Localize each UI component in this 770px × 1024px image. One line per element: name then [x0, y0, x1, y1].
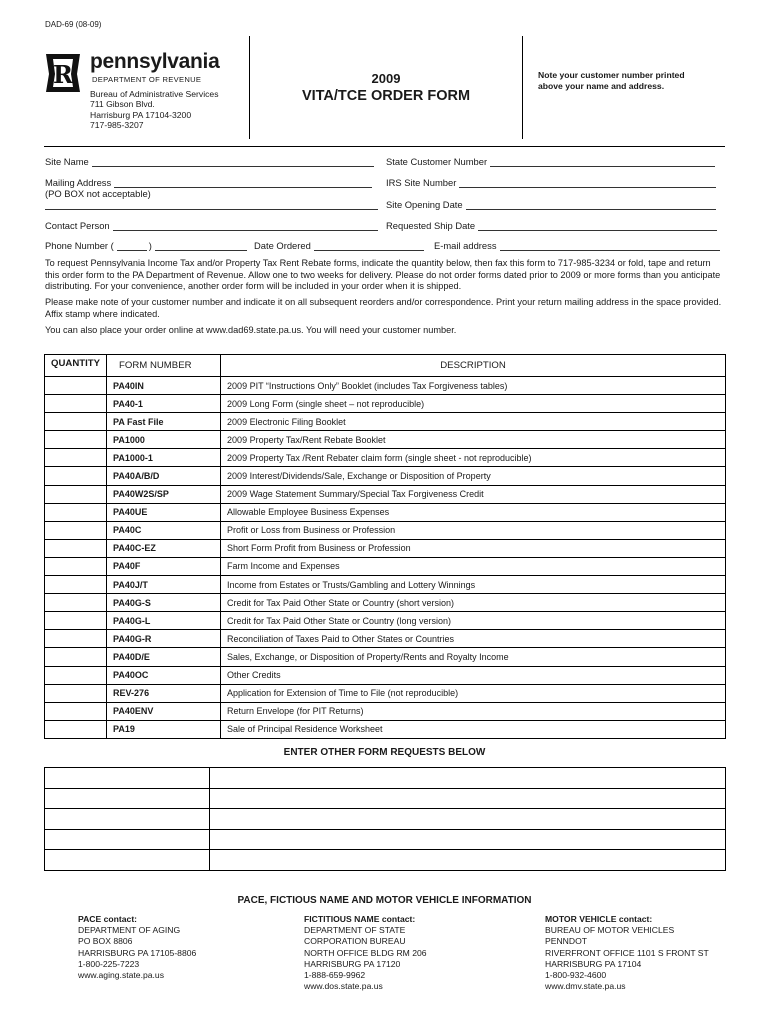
phone-paren: ): [148, 240, 152, 251]
pace-contact: [78, 914, 196, 981]
form-number-cell: PA40-1: [107, 395, 221, 413]
site-opening-date-field[interactable]: [386, 199, 716, 210]
phone-number-input[interactable]: [155, 242, 247, 251]
table-row: [45, 720, 726, 738]
description-cell: Application for Extension of Time to File (not reproducible): [221, 684, 726, 702]
description-cell: Sale of Principal Residence Worksheet: [221, 720, 726, 738]
quantity-cell[interactable]: [45, 768, 210, 789]
description-cell: 2009 PIT “Instructions Only” Booklet (includes Tax Forgiveness tables): [221, 377, 726, 395]
description-cell: Reconciliation of Taxes Paid to Other States or Countries: [221, 630, 726, 648]
form-number-header: FORM NUMBER: [107, 355, 221, 377]
form-request-cell[interactable]: [210, 788, 726, 809]
contact-line: DEPARTMENT OF STATE: [304, 925, 406, 936]
state-customer-number-label: State Customer Number: [386, 156, 488, 167]
area-code-input[interactable]: [117, 242, 147, 251]
requested-ship-date-input[interactable]: [478, 222, 717, 231]
address-line: 711 Gibson Blvd.: [90, 99, 155, 110]
contact-line: CORPORATION BUREAU: [304, 936, 406, 947]
instructions-paragraph: You can also place your order online at www.dad69.state.pa.us. You will need your customer number.: [45, 325, 457, 335]
quantity-header: QUANTITY: [45, 355, 107, 377]
table-row: [45, 431, 726, 449]
description-cell: Return Envelope (for PIT Returns): [221, 702, 726, 720]
table-row: [45, 467, 726, 485]
site-name-input[interactable]: [92, 158, 374, 167]
requested-ship-date-field[interactable]: [386, 220, 717, 231]
contact-line: 1-800-225-7223: [78, 958, 140, 969]
site-opening-date-label: Site Opening Date: [386, 199, 463, 210]
contact-line: NORTH OFFICE BLDG RM 206: [304, 947, 427, 958]
table-row: [45, 666, 726, 684]
table-header-row: [45, 355, 726, 377]
quantity-cell[interactable]: [45, 557, 107, 575]
table-row: [45, 576, 726, 594]
instructions-paragraph: To request Pennsylvania Income Tax and/or Property Tax Rent Rebate forms, indicate the quantity below, then fax this form to 717-985-3234 or fold, tape and return this order form to the PA Department of Revenue. Allow one to two weeks for delivery. Please do not order forms dated prior to 2009 or more forms than you anticipate distributing. For your convenience, another order form will be included in your order when it is shipped.: [45, 258, 721, 292]
site-opening-date-input[interactable]: [466, 201, 716, 210]
customer-number-note: Note your customer number printed above your name and address.: [538, 70, 685, 91]
contact-person-field[interactable]: [45, 220, 378, 231]
contact-heading: MOTOR VEHICLE contact:: [545, 914, 653, 924]
table-row: [45, 413, 726, 431]
form-number-cell: PA40G-L: [107, 612, 221, 630]
quantity-cell[interactable]: [45, 684, 107, 702]
description-cell: 2009 Interest/Dividends/Sale, Exchange or Disposition of Property: [221, 467, 726, 485]
form-number-cell: PA40UE: [107, 503, 221, 521]
form-number-cell: PA40F: [107, 557, 221, 575]
quantity-cell[interactable]: [45, 788, 210, 809]
table-row: [45, 829, 726, 850]
description-cell: Short Form Profit from Business or Profession: [221, 539, 726, 557]
description-cell: Profit or Loss from Business or Profession: [221, 521, 726, 539]
description-cell: Sales, Exchange, or Disposition of Property/Rents and Royalty Income: [221, 648, 726, 666]
form-request-cell[interactable]: [210, 829, 726, 850]
contact-link[interactable]: www.aging.state.pa.us: [78, 970, 164, 981]
contact-line: PO BOX 8806: [78, 936, 133, 947]
email-field[interactable]: [434, 240, 720, 251]
form-number-cell: PA40J/T: [107, 576, 221, 594]
site-name-label: Site Name: [45, 156, 89, 167]
site-name-field[interactable]: [45, 156, 374, 167]
description-cell: 2009 Electronic Filing Booklet: [221, 413, 726, 431]
form-year: 2009: [371, 71, 401, 86]
contact-heading: FICTITIOUS NAME contact:: [304, 914, 416, 924]
table-row: [45, 377, 726, 395]
contact-line: PENNDOT: [545, 936, 588, 947]
contact-person-label: Contact Person: [45, 220, 110, 231]
description-cell: Allowable Employee Business Expenses: [221, 503, 726, 521]
irs-site-number-field[interactable]: [386, 177, 716, 188]
quantity-cell[interactable]: [45, 630, 107, 648]
quantity-cell[interactable]: [45, 431, 107, 449]
quantity-cell[interactable]: [45, 829, 210, 850]
mailing-address-input[interactable]: [114, 179, 372, 188]
table-row: [45, 557, 726, 575]
form-title: VITA/TCE ORDER FORM: [301, 88, 471, 104]
email-label: E-mail address: [434, 240, 497, 251]
form-number-cell: PA40C-EZ: [107, 539, 221, 557]
form-request-cell[interactable]: [210, 768, 726, 789]
quantity-cell[interactable]: [45, 485, 107, 503]
form-code: DAD-69 (08-09): [45, 20, 102, 29]
contact-line: DEPARTMENT OF AGING: [78, 925, 181, 936]
address-line: Bureau of Administrative Services: [90, 89, 219, 99]
form-number-cell: REV-276: [107, 684, 221, 702]
phone-number-field[interactable]: [45, 240, 247, 251]
form-number-cell: PA40D/E: [107, 648, 221, 666]
date-ordered-field[interactable]: [254, 240, 424, 251]
keystone-logo-icon: [44, 52, 82, 94]
order-table: [44, 354, 726, 739]
mailing-address-field[interactable]: [45, 177, 372, 188]
header-rule: [44, 146, 725, 147]
mailing-address-line-2[interactable]: [45, 209, 378, 210]
contact-person-input[interactable]: [113, 222, 378, 231]
bureau-address: [90, 89, 219, 131]
table-row: [45, 809, 726, 830]
description-cell: 2009 Long Form (single sheet – not reproducible): [221, 395, 726, 413]
instructions-paragraph: Please make note of your customer number and indicate it on all subsequent reorders and/or correspondence. Print your return mailing address in the space provided. Affix stamp where indicated.: [45, 297, 722, 319]
other-requests-table: [44, 767, 726, 871]
other-requests-title: ENTER OTHER FORM REQUESTS BELOW: [283, 747, 486, 758]
contacts-title: PACE, FICTIOUS NAME AND MOTOR VEHICLE INFORMATION: [237, 895, 532, 906]
description-cell: Other Credits: [221, 666, 726, 684]
contact-line: 1-888-659-9962: [304, 970, 366, 981]
form-request-cell[interactable]: [210, 809, 726, 830]
description-cell: Farm Income and Expenses: [221, 557, 726, 575]
quantity-cell[interactable]: [45, 612, 107, 630]
form-number-cell: PA40G-R: [107, 630, 221, 648]
table-row: [45, 768, 726, 789]
form-request-cell[interactable]: [210, 850, 726, 871]
description-cell: 2009 Property Tax /Rent Rebater claim form (single sheet - not reproducible): [221, 449, 726, 467]
table-row: [45, 539, 726, 557]
table-row: [45, 630, 726, 648]
form-number-cell: PA40G-S: [107, 594, 221, 612]
description-cell: 2009 Property Tax/Rent Rebate Booklet: [221, 431, 726, 449]
quantity-cell[interactable]: [45, 539, 107, 557]
contact-link[interactable]: www.dos.state.pa.us: [304, 981, 383, 992]
table-row: [45, 684, 726, 702]
quantity-cell[interactable]: [45, 377, 107, 395]
email-input[interactable]: [500, 242, 720, 251]
form-number-cell: PA40A/B/D: [107, 467, 221, 485]
table-row: [45, 612, 726, 630]
form-number-cell: PA Fast File: [107, 413, 221, 431]
svg-text:R: R: [53, 60, 73, 89]
table-row: [45, 395, 726, 413]
form-number-cell: PA40C: [107, 521, 221, 539]
contact-line: HARRISBURG PA 17104: [545, 958, 642, 969]
quantity-cell[interactable]: [45, 413, 107, 431]
fictitious-name-contact: [304, 914, 427, 992]
table-row: [45, 449, 726, 467]
description-cell: 2009 Wage Statement Summary/Special Tax Forgiveness Credit: [221, 485, 726, 503]
header-divider: [522, 36, 523, 139]
form-number-cell: PA40IN: [107, 377, 221, 395]
table-row: [45, 485, 726, 503]
irs-site-number-input[interactable]: [459, 179, 716, 188]
quantity-cell[interactable]: [45, 809, 210, 830]
quantity-cell[interactable]: [45, 521, 107, 539]
date-ordered-input[interactable]: [314, 242, 424, 251]
description-cell: Credit for Tax Paid Other State or Country (short version): [221, 594, 726, 612]
quantity-cell[interactable]: [45, 702, 107, 720]
state-customer-number-input[interactable]: [490, 158, 715, 167]
state-customer-number-field[interactable]: [386, 156, 715, 167]
address-line: 717-985-3207: [90, 120, 144, 131]
form-number-cell: PA19: [107, 720, 221, 738]
table-row: [45, 850, 726, 871]
form-number-cell: PA1000-1: [107, 449, 221, 467]
address-line: Harrisburg PA 17104-3200: [90, 109, 192, 120]
form-number-cell: PA1000: [107, 431, 221, 449]
quantity-cell[interactable]: [45, 648, 107, 666]
irs-site-number-label: IRS Site Number: [386, 177, 457, 188]
table-row: [45, 503, 726, 521]
mailing-address-label: Mailing Address: [45, 177, 112, 188]
motor-vehicle-contact: [545, 914, 709, 992]
department-name: DEPARTMENT OF REVENUE: [92, 75, 202, 84]
contact-line: BUREAU OF MOTOR VEHICLES: [545, 925, 675, 936]
description-cell: Credit for Tax Paid Other State or Country (long version): [221, 612, 726, 630]
quantity-cell[interactable]: [45, 395, 107, 413]
date-ordered-label: Date Ordered: [254, 240, 311, 251]
po-box-note: (PO BOX not acceptable): [45, 188, 151, 199]
contact-line: 1-800-932-4600: [545, 970, 607, 981]
table-row: [45, 648, 726, 666]
form-number-cell: PA40ENV: [107, 702, 221, 720]
phone-number-label: Phone Number (: [45, 240, 114, 251]
form-number-cell: PA40W2S/SP: [107, 485, 221, 503]
table-row: [45, 521, 726, 539]
table-row: [45, 702, 726, 720]
description-cell: Income from Estates or Trusts/Gambling and Lottery Winnings: [221, 576, 726, 594]
quantity-cell[interactable]: [45, 666, 107, 684]
description-header: DESCRIPTION: [221, 355, 726, 377]
quantity-cell[interactable]: [45, 449, 107, 467]
contact-link[interactable]: www.dmv.state.pa.us: [545, 981, 626, 992]
contact-heading: PACE contact:: [78, 914, 138, 924]
contact-line: RIVERFRONT OFFICE 1101 S FRONT ST: [545, 947, 709, 958]
quantity-cell[interactable]: [45, 850, 210, 871]
quantity-cell[interactable]: [45, 467, 107, 485]
table-row: [45, 594, 726, 612]
quantity-cell[interactable]: [45, 576, 107, 594]
requested-ship-date-label: Requested Ship Date: [386, 220, 476, 231]
contact-line: HARRISBURG PA 17120: [304, 958, 401, 969]
quantity-cell[interactable]: [45, 503, 107, 521]
quantity-cell[interactable]: [45, 594, 107, 612]
quantity-cell[interactable]: [45, 720, 107, 738]
form-number-cell: PA40OC: [107, 666, 221, 684]
contact-line: HARRISBURG PA 17105-8806: [78, 947, 197, 958]
brand-name: pennsylvania: [90, 50, 220, 73]
table-row: [45, 788, 726, 809]
